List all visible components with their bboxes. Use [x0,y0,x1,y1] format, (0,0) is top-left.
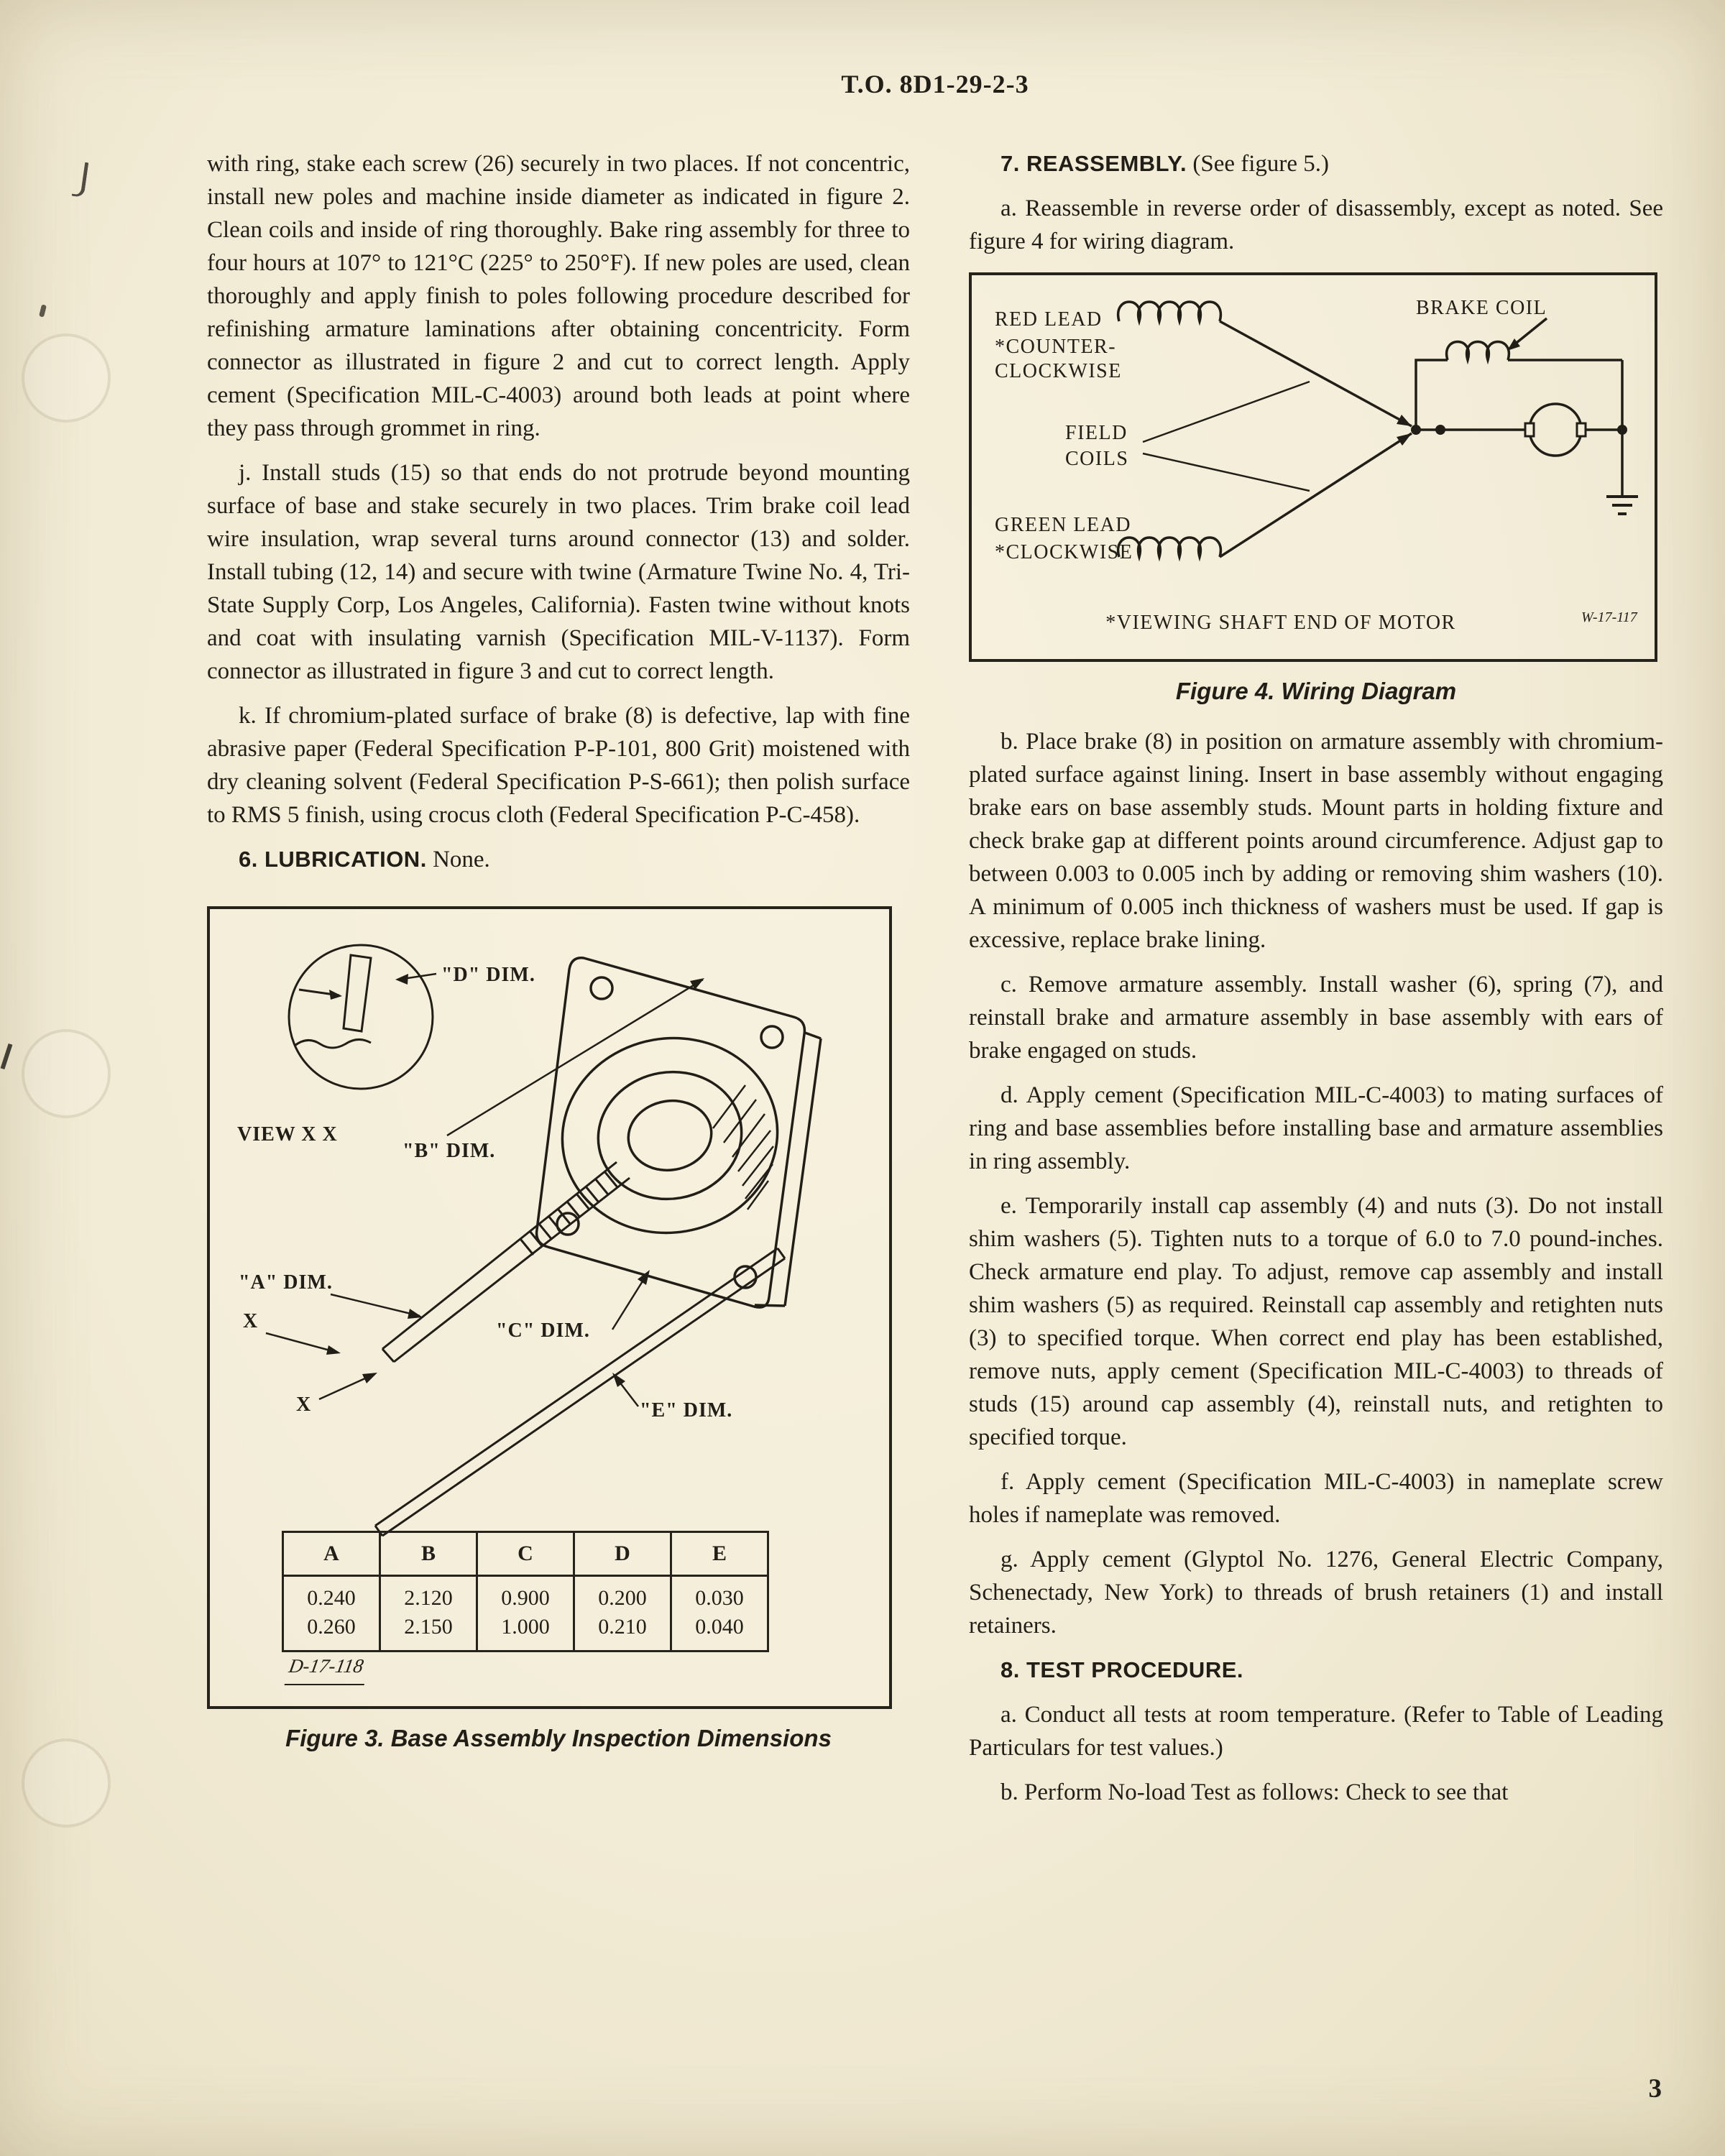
table-header-row [283,1532,768,1576]
paragraph-7c: c. Remove armature assembly. Install washer (6), spring (7), and reinstall brake and armature assembly in base assembly with ears of brake engaged on studs. [969,972,1663,1064]
paragraph-7d: d. Apply cement (Specification MIL-C-4003) to mating surfaces of ring and base assemblies before installing base and armature assemblies in ring assembly. [969,1082,1663,1174]
boss-hatching [713,1085,773,1210]
stain-mark [72,161,89,198]
binder-hole-mark [22,1738,111,1828]
section-heading-reassembly-title: 7. REASSEMBLY. [1000,151,1187,176]
figure-3-drawing-number: D-17-118 [285,1649,371,1685]
col-header-e: E [671,1532,768,1576]
label-red-lead: RED LEAD [995,308,1103,331]
stain-mark [1,1044,13,1069]
col-header-d: D [574,1532,671,1576]
paragraph-7a: a. Reassemble in reverse order of disassembly, except as noted. See figure 4 for wiring diagram. [969,195,1663,254]
label-x-lower: X [296,1393,312,1416]
section-heading-lubrication-rest: None. [426,847,490,872]
col-header-a: A [283,1532,380,1576]
figure-4-line-art [972,275,1655,659]
dim-values-e: 0.030 0.040 [671,1576,768,1651]
label-brake-coil: BRAKE COIL [1416,297,1547,319]
page-number: 3 [1648,2074,1662,2104]
left-column [207,147,910,1772]
label-counter-line2: CLOCKWISE [995,360,1122,382]
label-x-upper: X [243,1310,259,1332]
wiring-circuit [1118,302,1622,557]
paragraph-7e: e. Temporarily install cap assembly (4) and nuts (3). Do not install shim washers (5). Tighten nuts to a torque of 6.0 to 7.0 pound-inches. Check armature end play. To adjust, remove cap assembly and install shim washers (5) as required. Reinstall cap assembly and retighten nuts (3) to specified torque. When correct end play has been established, remove nuts, apply cement (Specification MIL-C-4003) to threads of studs (15) around cap assembly (4), reinstall nuts, and retighten to specified torque. [969,1193,1663,1450]
dim-values-d: 0.200 0.210 [574,1576,671,1651]
paragraph-8b: b. Perform No-load Test as follows: Check to see that [1000,1779,1509,1805]
section-heading-lubrication [207,843,910,876]
detail-view-circle [289,945,433,1089]
right-column [969,147,1663,1820]
section-heading-reassembly-rest: (See figure 5.) [1187,151,1330,177]
paragraph-7g: g. Apply cement (Glyptol No. 1276, General Electric Company, Schenectady, New York) to threads of brush retainers (1) and install retainers. [969,1547,1663,1639]
figure-4-caption: Figure 4. Wiring Diagram [1175,678,1457,704]
paragraph-k: k. If chromium-plated surface of brake (8) is defective, lap with fine abrasive paper (Federal Specification P-P-101, 800 Grit) moistened with dry cleaning solvent (Federal Specification P-S-661); then polish surface to RMS 5 finish, using crocus cloth (Federal Specification P-C-458). [207,703,910,828]
dim-values-c: 0.900 1.000 [477,1576,574,1651]
base-plate-outline [537,958,821,1307]
section-heading-reassembly [969,147,1663,180]
col-header-b: B [380,1532,477,1576]
paragraph-j: j. Install studs (15) so that ends do not protrude beyond mounting surface of base and stake securely in two places. Trim brake coil lead wire insulation, wrap several turns around connector (13) and solder. Install tubing (12, 14) and secure with twine (Armature Twine No. 4, Tri-State Supply Corp, Los Angeles, California). Fasten twine without knots and coat with insulating varnish (Specification MIL-V-1137). Form connector as illustrated in figure 3 and cut to correct length. [207,460,910,684]
label-green-lead: GREEN LEAD [995,514,1131,536]
section-heading-test-procedure-title: 8. TEST PROCEDURE. [1000,1657,1243,1682]
label-e-dim: "E" DIM. [640,1399,733,1422]
label-coils: COILS [1065,448,1129,470]
dimension-leaders [266,974,704,1406]
paragraph-8a: a. Conduct all tests at room temperature. (Refer to Table of Leading Particulars for test values.) [969,1702,1663,1761]
binder-hole-mark [22,1029,111,1118]
label-field: FIELD [1065,422,1128,444]
label-clockwise: *CLOCKWISE [995,541,1133,563]
dim-values-a: 0.240 0.260 [283,1576,380,1651]
field-coil-pointers [1143,382,1310,491]
col-header-c: C [477,1532,574,1576]
long-rod [375,1248,785,1536]
label-c-dim: "C" DIM. [496,1319,590,1342]
paragraph-continuation: with ring, stake each screw (26) securely in two places. If not concentric, install new poles and machine inside diameter as indicated in figure 2. Clean coils and inside of ring thoroughly. Bake ring assembly for three to four hours at 107° to 121°C (225° to 250°F). If new poles are used, clean thoroughly and apply finish to poles following procedure described for refinishing armature laminations after obtaining concentricity. Form connector as illustrated in figure 2 and cut to correct length. Apply cement (Specification MIL-C-4003) around both leads at point where they pass through grommet in ring. [207,151,910,441]
label-viewing-note: *VIEWING SHAFT END OF MOTOR [1105,612,1456,634]
figure-4-drawing-number: W-17-117 [1581,609,1637,625]
doc-number-header: T.O. 8D1-29-2-3 [841,70,1029,98]
label-view-xx: VIEW X X [237,1123,338,1146]
label-b-dim: "B" DIM. [402,1140,496,1162]
label-a-dim: "A" DIM. [239,1271,333,1294]
figure-3-caption: Figure 3. Base Assembly Inspection Dimensions [285,1725,832,1751]
paragraph-7b: b. Place brake (8) in position on armature assembly with chromium-plated surface against lining. Insert in base assembly without engaging brake ears on base assembly studs. Mount parts in holding fixture and check brake gap at different points around circumference. Adjust gap to between 0.003 to 0.005 inch by adding or removing shim washers (10). A minimum of 0.005 inch thickness of washers must be used. If gap is excessive, replace brake lining. [969,729,1663,953]
paragraph-7f: f. Apply cement (Specification MIL-C-4003) in nameplate screw holes if nameplate was removed. [969,1469,1663,1528]
section-heading-test-procedure [969,1654,1663,1687]
dim-values-b: 2.120 2.150 [380,1576,477,1651]
table-data-row [283,1576,768,1651]
inspection-dimension-table [282,1531,769,1652]
section-heading-lubrication-title: 6. LUBRICATION. [239,847,427,872]
binder-hole-mark [22,333,111,423]
label-counter-line1: *COUNTER- [995,336,1117,358]
figure-3-base-assembly-drawing [207,906,892,1709]
stain-mark [39,304,47,317]
label-d-dim: "D" DIM. [441,964,535,986]
ground-symbol [1606,497,1638,514]
figure-4-wiring-diagram [969,272,1657,662]
